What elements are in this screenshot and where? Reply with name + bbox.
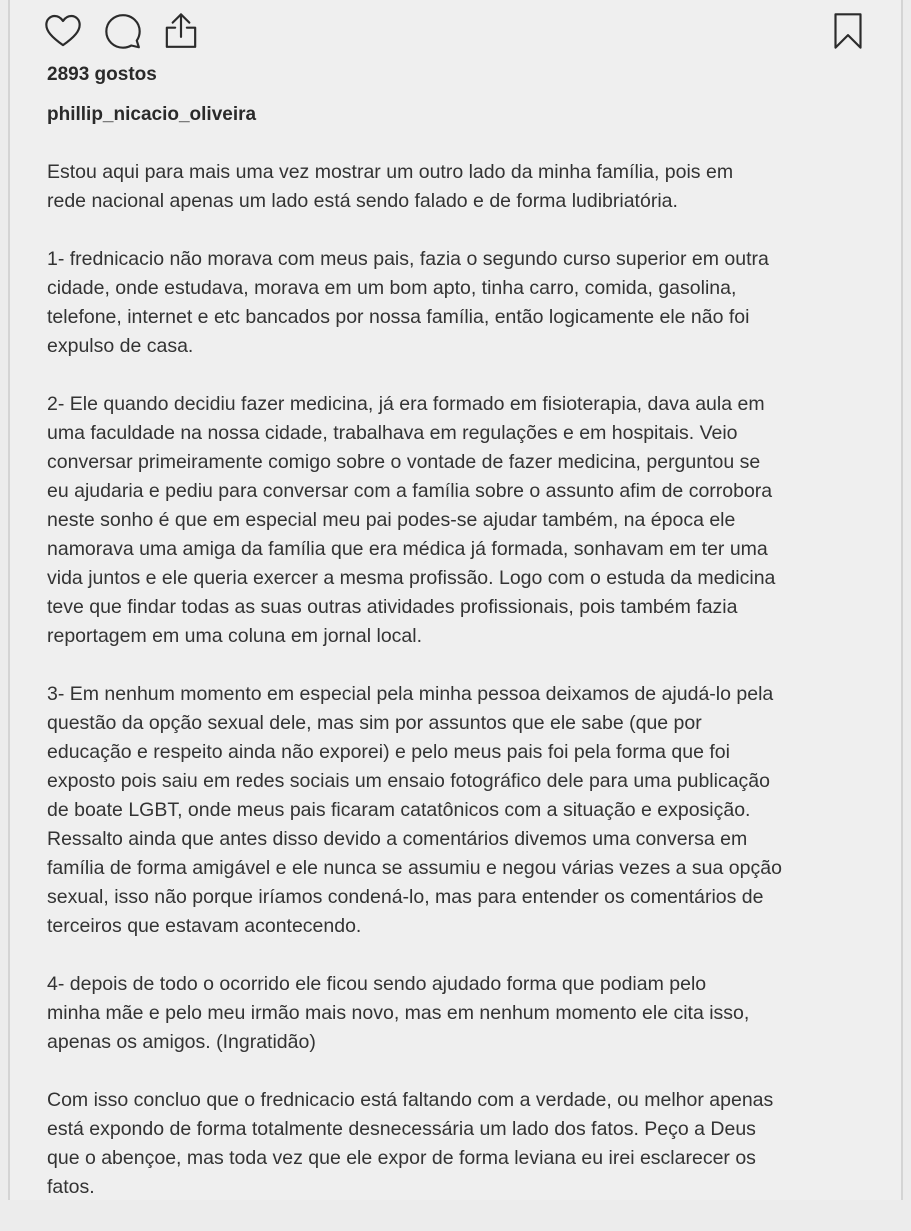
post-caption — [47, 158, 887, 1231]
save-button[interactable] — [825, 8, 871, 54]
comment-bubble-icon — [103, 11, 143, 51]
share-upload-icon — [161, 11, 201, 51]
likes-count[interactable]: 2893 gostos — [47, 64, 157, 85]
caption-paragraph: 2- Ele quando decidiu fazer medicina, já era formado em fisioterapia, dava aula em uma faculdade na nossa cidade, trabalhava em regulações e em hospitais. Veio conversar primeiramente comigo sobre o vontade de fazer medicina, perguntou se eu ajudaria e pediu para conversar com a família sobre o assunto afim de corrobora neste sonho é que em especial meu pai podes-se ajudar também, na época ele namorava uma amiga da família que era médica já formada, sonhavam em ter uma vida juntos e ele queria exercer a mesma profissão. Logo com o estuda da medicina teve que findar todas as suas outras atividades profissionais, pois também fazia reportagem em uma coluna em jornal local. — [47, 393, 776, 647]
caption-paragraph: Com isso concluo que o frednicacio está faltando com a verdade, ou melhor apenas está expondo de forma totalmente desnecessária um lado dos fatos. Peço a Deus que o abençoe, mas toda vez que ele expor de forma leviana eu irei esclarecer os fatos. — [47, 1089, 774, 1198]
caption-paragraph: Estou aqui para mais uma vez mostrar um outro lado da minha família, pois em rede nacional apenas um lado está sendo falado e de forma ludibriatória. — [47, 161, 734, 212]
bookmark-icon — [828, 11, 868, 51]
caption-paragraph: 3- Em nenhum momento em especial pela minha pessoa deixamos de ajudá-lo pela questão da opção sexual dele, mas sim por assuntos que ele sabe (que por educação e respeito ainda não exporei) e pelo meus pais foi pela forma que foi exposto pois saiu em redes sociais um ensaio fotográfico dele para uma publicação de boate LGBT, onde meus pais ficaram catatônicos com a situação e exposição. Ressalto ainda que antes disso devido a comentários divemos uma conversa em família de forma amigável e ele nunca se assumiu e negou várias vezes a sua opção sexual, isso não porque iríamos condená-lo, mas para entender os comentários de terceiros que estavam acontecendo. — [47, 683, 782, 937]
like-button[interactable] — [40, 8, 86, 54]
post-action-bar — [40, 8, 871, 54]
post-author-username[interactable]: phillip_nicacio_oliveira — [47, 104, 257, 125]
caption-paragraph: 1- frednicacio não morava com meus pais, fazia o segundo curso superior em outra cidade, onde estudava, morava em um bom apto, tinha carro, comida, gasolina, telefone, internet e etc bancados por nossa família, então logicamente ele não foi expulso de casa. — [47, 248, 769, 357]
heart-icon — [43, 11, 83, 51]
comment-button[interactable] — [100, 8, 146, 54]
caption-paragraph: 4- depois de todo o ocorrido ele ficou sendo ajudado forma que podiam pelo minha mãe e pelo meu irmão mais novo, mas em nenhum momento ele cita isso, apenas os amigos. (Ingratidão) — [47, 973, 750, 1053]
share-button[interactable] — [158, 8, 204, 54]
post-panel — [8, 0, 903, 1200]
